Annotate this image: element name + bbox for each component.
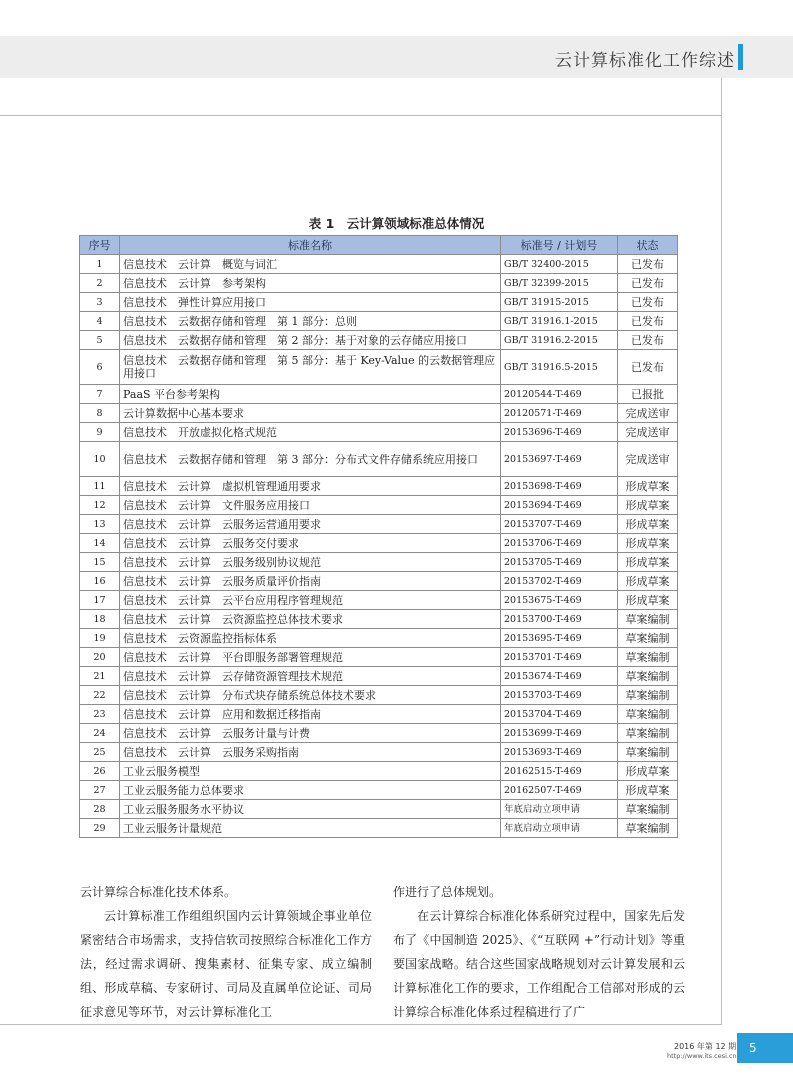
table-header-row <box>80 236 678 255</box>
cell-number: 27 <box>80 781 120 800</box>
cell-status: 形成草案 <box>618 477 678 496</box>
cell-status: 已发布 <box>618 274 678 293</box>
cell-number: 4 <box>80 312 120 331</box>
body-column-left <box>80 880 372 1024</box>
cell-standard-name: 工业云服务服务水平协议 <box>120 800 501 819</box>
cell-standard-code: 20153699-T-469 <box>501 724 618 743</box>
cell-number: 15 <box>80 553 120 572</box>
cell-standard-name: 信息技术 云数据存储和管理 第 3 部分：分布式文件存储系统应用接口 <box>120 442 501 477</box>
cell-standard-name: 信息技术 云计算 云平台应用程序管理规范 <box>120 591 501 610</box>
cell-status: 形成草案 <box>618 515 678 534</box>
cell-status: 形成草案 <box>618 591 678 610</box>
cell-standard-name: 信息技术 云计算 文件服务应用接口 <box>120 496 501 515</box>
table-row <box>80 705 678 724</box>
table-row <box>80 610 678 629</box>
cell-number: 9 <box>80 423 120 442</box>
cell-standard-name: 信息技术 开放虚拟化格式规范 <box>120 423 501 442</box>
paragraph: 在云计算综合标准化体系研究过程中，国家先后发布了《中国制造 2025》、《“互联网 +”行动计划》等重要国家战略。结合这些国家战略规划对云计算发展和云计算标准化工作的要求，工作组配合工信部对形成的云计算综合标准化体系过程稿进行了广 <box>393 909 685 1019</box>
cell-number: 22 <box>80 686 120 705</box>
col-header-name: 标准名称 <box>120 236 501 255</box>
table-row <box>80 274 678 293</box>
cell-standard-name: 工业云服务模型 <box>120 762 501 781</box>
body-column-right <box>393 880 685 1024</box>
cell-status: 已发布 <box>618 350 678 385</box>
table-row <box>80 724 678 743</box>
col-header-code: 标准号 / 计划号 <box>501 236 618 255</box>
cell-standard-name: 信息技术 云数据存储和管理 第 1 部分：总则 <box>120 312 501 331</box>
header-divider <box>0 115 722 116</box>
cell-standard-name: 信息技术 云计算 概览与词汇 <box>120 255 501 274</box>
table-row <box>80 686 678 705</box>
cell-number: 23 <box>80 705 120 724</box>
standards-table <box>79 235 678 838</box>
cell-standard-code: 20120571-T-469 <box>501 404 618 423</box>
header-accent-bar <box>738 44 743 70</box>
cell-status: 草案编制 <box>618 629 678 648</box>
cell-number: 14 <box>80 534 120 553</box>
cell-number: 7 <box>80 385 120 404</box>
table-row <box>80 312 678 331</box>
cell-standard-name: 信息技术 云计算 分布式块存储系统总体技术要求 <box>120 686 501 705</box>
cell-number: 25 <box>80 743 120 762</box>
cell-number: 20 <box>80 648 120 667</box>
table-row <box>80 743 678 762</box>
cell-status: 草案编制 <box>618 724 678 743</box>
col-header-number: 序号 <box>80 236 120 255</box>
cell-status: 草案编制 <box>618 743 678 762</box>
paragraph: 云计算综合标准化技术体系。 <box>80 885 237 899</box>
table-row <box>80 572 678 591</box>
cell-standard-code: 20153704-T-469 <box>501 705 618 724</box>
cell-standard-name: 信息技术 云计算 虚拟机管理通用要求 <box>120 477 501 496</box>
page-number: 5 <box>737 1033 793 1063</box>
cell-status: 形成草案 <box>618 496 678 515</box>
cell-standard-name: 信息技术 弹性计算应用接口 <box>120 293 501 312</box>
cell-status: 已发布 <box>618 312 678 331</box>
cell-number: 6 <box>80 350 120 385</box>
table-row <box>80 293 678 312</box>
table-row <box>80 667 678 686</box>
cell-standard-code: 20153703-T-469 <box>501 686 618 705</box>
cell-standard-code: GB/T 31916.5-2015 <box>501 350 618 385</box>
cell-number: 17 <box>80 591 120 610</box>
table-row <box>80 800 678 819</box>
cell-standard-code: 20153698-T-469 <box>501 477 618 496</box>
cell-status: 形成草案 <box>618 553 678 572</box>
cell-number: 10 <box>80 442 120 477</box>
cell-status: 完成送审 <box>618 423 678 442</box>
cell-number: 3 <box>80 293 120 312</box>
col-header-status: 状态 <box>618 236 678 255</box>
table-row <box>80 553 678 572</box>
cell-status: 草案编制 <box>618 610 678 629</box>
cell-status: 已发布 <box>618 293 678 312</box>
cell-standard-name: 信息技术 云计算 云存储资源管理技术规范 <box>120 667 501 686</box>
cell-standard-code: GB/T 31916.1-2015 <box>501 312 618 331</box>
table-row <box>80 591 678 610</box>
cell-status: 草案编制 <box>618 800 678 819</box>
table-row <box>80 515 678 534</box>
cell-standard-code: 20153702-T-469 <box>501 572 618 591</box>
cell-standard-code: 20162515-T-469 <box>501 762 618 781</box>
cell-status: 草案编制 <box>618 819 678 838</box>
cell-standard-name: PaaS 平台参考架构 <box>120 385 501 404</box>
cell-standard-code: 20153697-T-469 <box>501 442 618 477</box>
cell-standard-code: 20153700-T-469 <box>501 610 618 629</box>
cell-standard-code: 20153675-T-469 <box>501 591 618 610</box>
cell-status: 完成送审 <box>618 404 678 423</box>
cell-standard-name: 信息技术 云计算 云服务级别协议规范 <box>120 553 501 572</box>
cell-number: 19 <box>80 629 120 648</box>
cell-status: 草案编制 <box>618 648 678 667</box>
table-row <box>80 331 678 350</box>
table-row <box>80 404 678 423</box>
table-row <box>80 496 678 515</box>
table-row <box>80 423 678 442</box>
table-row <box>80 781 678 800</box>
cell-status: 完成送审 <box>618 442 678 477</box>
table-row <box>80 819 678 838</box>
cell-standard-code: GB/T 31916.2-2015 <box>501 331 618 350</box>
cell-number: 2 <box>80 274 120 293</box>
cell-status: 草案编制 <box>618 705 678 724</box>
cell-number: 16 <box>80 572 120 591</box>
cell-standard-name: 信息技术 云计算 云服务运营通用要求 <box>120 515 501 534</box>
cell-status: 已发布 <box>618 331 678 350</box>
cell-standard-name: 信息技术 云资源监控指标体系 <box>120 629 501 648</box>
cell-number: 29 <box>80 819 120 838</box>
table-caption: 表 1 云计算领域标准总体情况 <box>308 216 485 231</box>
cell-standard-name: 信息技术 云计算 云资源监控总体技术要求 <box>120 610 501 629</box>
cell-number: 24 <box>80 724 120 743</box>
cell-number: 18 <box>80 610 120 629</box>
cell-status: 形成草案 <box>618 762 678 781</box>
cell-standard-code: 20153696-T-469 <box>501 423 618 442</box>
cell-standard-code: 年底启动立项申请 <box>501 819 618 838</box>
cell-status: 形成草案 <box>618 781 678 800</box>
cell-standard-name: 信息技术 云计算 应用和数据迁移指南 <box>120 705 501 724</box>
cell-standard-name: 工业云服务计量规范 <box>120 819 501 838</box>
cell-number: 12 <box>80 496 120 515</box>
cell-number: 1 <box>80 255 120 274</box>
cell-standard-code: 20120544-T-469 <box>501 385 618 404</box>
table-row <box>80 350 678 385</box>
cell-number: 28 <box>80 800 120 819</box>
cell-standard-name: 信息技术 云计算 参考架构 <box>120 274 501 293</box>
cell-standard-name: 信息技术 云计算 云服务交付要求 <box>120 534 501 553</box>
cell-standard-name: 信息技术 云计算 云服务计量与计费 <box>120 724 501 743</box>
cell-number: 26 <box>80 762 120 781</box>
cell-standard-name: 信息技术 云计算 云服务质量评价指南 <box>120 572 501 591</box>
cell-standard-code: GB/T 32400-2015 <box>501 255 618 274</box>
table-row <box>80 255 678 274</box>
cell-standard-code: 20153705-T-469 <box>501 553 618 572</box>
cell-standard-name: 信息技术 云数据存储和管理 第 2 部分：基于对象的云存储应用接口 <box>120 331 501 350</box>
cell-standard-name: 工业云服务能力总体要求 <box>120 781 501 800</box>
cell-standard-code: 20153674-T-469 <box>501 667 618 686</box>
cell-standard-name: 信息技术 云计算 云服务采购指南 <box>120 743 501 762</box>
cell-standard-code: 20153701-T-469 <box>501 648 618 667</box>
table-row <box>80 534 678 553</box>
footer-divider <box>0 1024 722 1025</box>
cell-standard-code: GB/T 32399-2015 <box>501 274 618 293</box>
cell-standard-name: 信息技术 云计算 平台即服务部署管理规范 <box>120 648 501 667</box>
cell-status: 形成草案 <box>618 534 678 553</box>
issue-label: 2016 年第 12 期 <box>674 1042 737 1051</box>
cell-standard-name: 云计算数据中心基本要求 <box>120 404 501 423</box>
cell-status: 已发布 <box>618 255 678 274</box>
journal-url: http://www.its.cesi.cn <box>667 1052 737 1060</box>
paragraph: 云计算标准工作组组织国内云计算领域企事业单位紧密结合市场需求，支持信软司按照综合标准化工作方法，经过需求调研、搜集素材、征集专家、成立编制组、形成草稿、专家研讨、司局及直属单位论证、司局征求意见等环节，对云计算标准化工 <box>80 909 372 1019</box>
cell-number: 5 <box>80 331 120 350</box>
table-row <box>80 442 678 477</box>
cell-status: 形成草案 <box>618 572 678 591</box>
table-row <box>80 762 678 781</box>
table-row <box>80 629 678 648</box>
cell-standard-code: 20153695-T-469 <box>501 629 618 648</box>
cell-standard-code: GB/T 31915-2015 <box>501 293 618 312</box>
cell-standard-code: 年底启动立项申请 <box>501 800 618 819</box>
cell-standard-code: 20153706-T-469 <box>501 534 618 553</box>
cell-status: 已报批 <box>618 385 678 404</box>
cell-number: 11 <box>80 477 120 496</box>
table-row <box>80 477 678 496</box>
running-header-title: 云计算标准化工作综述 <box>555 51 735 71</box>
cell-number: 21 <box>80 667 120 686</box>
cell-status: 草案编制 <box>618 667 678 686</box>
cell-standard-code: 20153694-T-469 <box>501 496 618 515</box>
cell-standard-code: 20162507-T-469 <box>501 781 618 800</box>
cell-number: 13 <box>80 515 120 534</box>
cell-status: 草案编制 <box>618 686 678 705</box>
table-row <box>80 385 678 404</box>
table-row <box>80 648 678 667</box>
paragraph: 作进行了总体规划。 <box>393 885 502 899</box>
table-body <box>80 255 678 838</box>
cell-number: 8 <box>80 404 120 423</box>
cell-standard-code: 20153707-T-469 <box>501 515 618 534</box>
cell-standard-code: 20153693-T-469 <box>501 743 618 762</box>
cell-standard-name: 信息技术 云数据存储和管理 第 5 部分：基于 Key-Value 的云数据管理应用接口 <box>120 350 501 385</box>
